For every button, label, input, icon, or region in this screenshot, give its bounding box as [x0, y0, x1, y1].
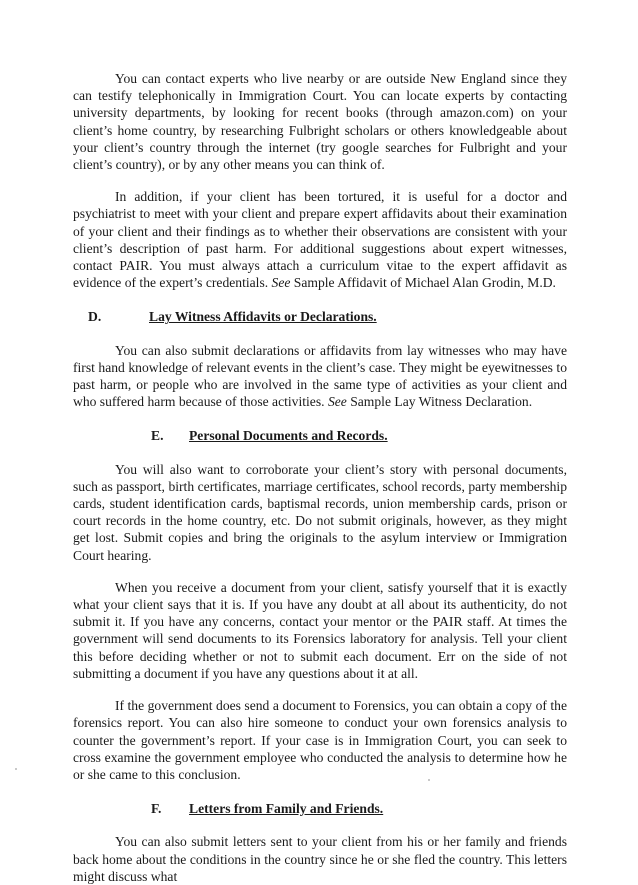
- paragraph-torture-affidavits: [73, 188, 567, 291]
- paragraph-lay-witness-sample: Sample Lay Witness Declaration.: [346, 394, 533, 410]
- paragraph-lay-witness-text: You can also submit declarations or affidavits from lay witnesses who may have first hand knowledge of relevant events in the client’s case. They might be eyewitnesses to past harm, or people who are involved in the same type of activities as your client and who suffered harm because of those activities.: [73, 342, 567, 410]
- section-heading-d: [73, 308, 567, 325]
- paragraph-lay-witness: [73, 342, 567, 411]
- section-heading-e: [73, 427, 567, 444]
- section-letter-d: D.: [88, 309, 102, 325]
- section-title-letters: Letters from Family and Friends.: [189, 801, 384, 817]
- section-title-lay-witness: Lay Witness Affidavits or Declarations.: [149, 309, 377, 325]
- scan-speck: [15, 768, 17, 770]
- paragraph-experts-contact: You can contact experts who live nearby or are outside New England since they can testify telephonically in Immigration Court. You can locate experts by contacting university departments, by looking for recent books (through amazon.com) on your client’s home country, by researching Fulbright scholars or others knowledgeable about your client’s country through the internet (try google searches for Fulbright and your client’s country), or by any other means you can think of.: [73, 71, 567, 173]
- document-body: [73, 70, 567, 885]
- paragraph-document-authenticity: When you receive a document from your client, satisfy yourself that it is exactly what your client says that it is. If you have any doubt at all about its authenticity, do not submit it. If you have any concerns, contact your mentor or the PAIR staff. At times the government will send documents to its Forensics laboratory for analysis. Tell your client this before deciding whether or not to submit each document. Err on the side of not submitting a document if you have any questions about it at all.: [73, 579, 567, 681]
- scan-speck: [428, 779, 430, 781]
- see-reference: See: [271, 275, 291, 291]
- section-letter-e: E.: [151, 428, 164, 444]
- paragraph-torture-sample: Sample Affidavit of Michael Alan Grodin, M.D.: [290, 275, 556, 291]
- see-reference: See: [327, 394, 347, 410]
- section-heading-f: [73, 800, 567, 817]
- paragraph-personal-documents: You will also want to corroborate your client’s story with personal documents, such as passport, birth certificates, marriage certificates, school records, party membership cards, student identification cards, baptismal records, union membership cards, prison or court records in the home country, etc. Do not submit originals, however, as they might get lost. Submit copies and bring the originals to the asylum interview or Immigration Court hearing.: [73, 461, 567, 563]
- paragraph-torture-text: In addition, if your client has been tortured, it is useful for a doctor and psychiatrist to meet with your client and prepare expert affidavits about their examination of your client and their findings as to whether their observations are consistent with your client’s description of past harm. For additional suggestions about expert witnesses, contact PAIR. You must always attach a curriculum vitae to the expert affidavit as evidence of the expert’s credentials.: [73, 189, 567, 291]
- section-letter-f: F.: [151, 801, 162, 817]
- section-title-personal-documents: Personal Documents and Records.: [189, 428, 388, 444]
- paragraph-letters: You can also submit letters sent to your client from his or her family and friends back home about the conditions in the country since he or she fled the country. This letters might discuss what: [73, 834, 567, 884]
- paragraph-forensics: If the government does send a document to Forensics, you can obtain a copy of the forensics report. You can also hire someone to conduct your own forensics analysis to counter the government’s report. If your case is in Immigration Court, you can seek to cross examine the government employee who conducted the analysis to determine how he or she came to this conclusion.: [73, 698, 567, 782]
